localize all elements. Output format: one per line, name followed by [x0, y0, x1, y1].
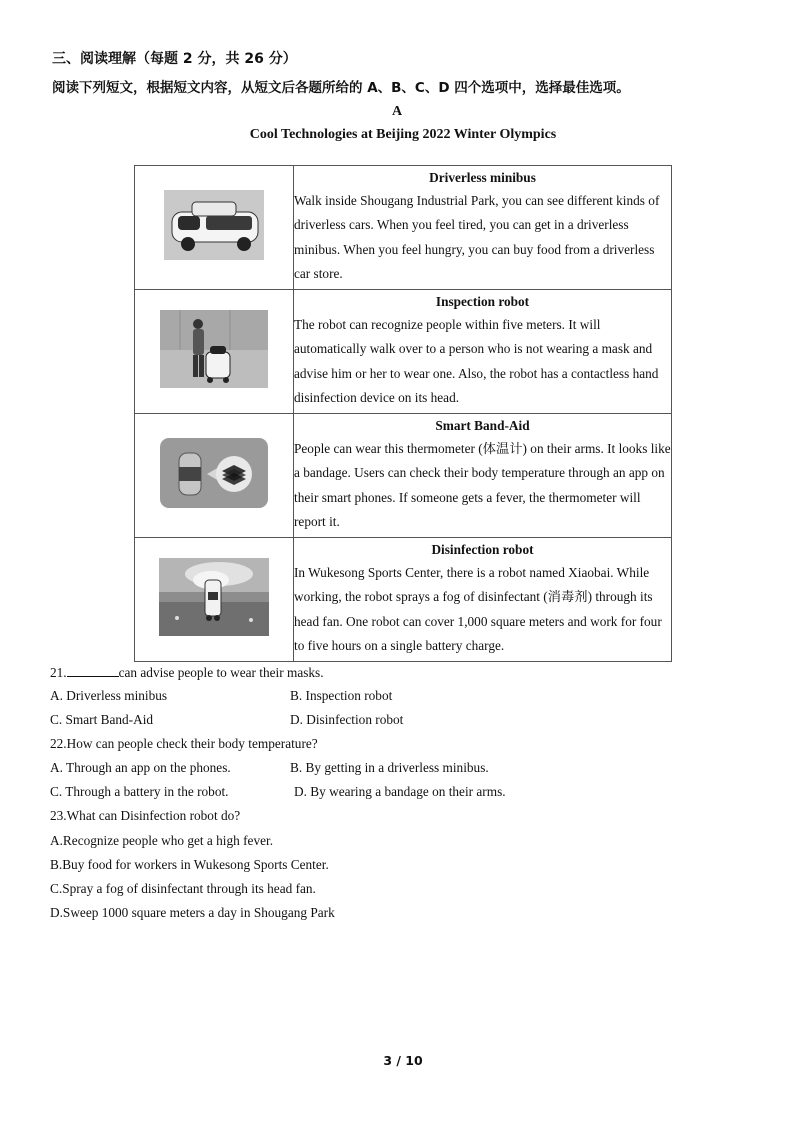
question-number: 21.: [50, 665, 67, 680]
question-23-stem: 23.What can Disinfection robot do?: [50, 808, 241, 823]
image-cell: [135, 290, 294, 414]
image-cell: [135, 166, 294, 290]
option-b: B.Buy food for workers in Wukesong Sports Center.: [50, 857, 329, 872]
option-a: A.Recognize people who get a high fever.: [50, 833, 274, 848]
passage-title: Cool Technologies at Beijing 2022 Winter Olympics: [249, 127, 557, 142]
option-b: B. By getting in a driverless minibus.: [290, 760, 489, 775]
passage-letter: A: [391, 104, 403, 119]
option-d: D.Sweep 1000 square meters a day in Shougang Park: [50, 905, 335, 920]
option-d: D. By wearing a bandage on their arms.: [294, 784, 506, 799]
option-b: B. Inspection robot: [290, 688, 393, 703]
item-body: In Wukesong Sports Center, there is a robot named Xiaobai. While working, the robot sprays a fog of disinfectant (消毒剂) through its head fan. One robot can cover 1,000 square meters and work for four to five hours on a single battery charge.: [294, 565, 662, 653]
section-instructions: 阅读下列短文，根据短文内容，从短文后各题所给的 A、B、C、D 四个选项中，选择最佳选项。: [52, 80, 630, 96]
option-a: A. Driverless minibus: [50, 688, 168, 703]
table-row: [135, 414, 672, 538]
item-text-cell: [294, 290, 672, 414]
item-body: People can wear this thermometer (体温计) on their arms. It looks like a bandage. Users can check their body temperature through an app on their smart phones. If someone gets a fever, the thermometer will report it.: [294, 441, 671, 529]
item-text-cell: [294, 166, 672, 290]
answer-blank: [67, 664, 119, 677]
question-22-stem: 22.How can people check their body temperature?: [50, 736, 318, 751]
item-text-cell: [294, 538, 672, 662]
option-a: A. Through an app on the phones.: [50, 760, 231, 775]
table-row: [135, 166, 672, 290]
table-row: [135, 290, 672, 414]
image-cell: [135, 538, 294, 662]
smart-band-aid-icon: [159, 437, 269, 509]
item-title: Inspection robot: [435, 294, 530, 309]
question-21-stem: [50, 664, 324, 681]
table-row: [135, 538, 672, 662]
item-title: Disinfection robot: [431, 542, 534, 557]
item-title: Smart Band-Aid: [435, 418, 530, 433]
option-d: D. Disinfection robot: [290, 712, 404, 727]
page-number: 3 / 10: [383, 1053, 423, 1068]
item-body: Walk inside Shougang Industrial Park, you can see different kinds of driverless cars. When you feel tired, you can get in a driverless minibus. When you feel hungry, you can buy food from a driverless car store.: [294, 193, 660, 281]
item-body: The robot can recognize people within five meters. It will automatically walk over to a person who is not wearing a mask and advise him or her to wear one. Also, the robot has a contactless hand disinfection device on its head.: [294, 317, 659, 405]
image-cell: [135, 414, 294, 538]
driverless-minibus-icon: [164, 190, 264, 260]
inspection-robot-icon: [160, 310, 268, 388]
item-title: Driverless minibus: [429, 170, 536, 185]
disinfection-robot-icon: [159, 558, 269, 636]
technology-table: [134, 165, 672, 662]
section-title: 三、阅读理解（每题 2 分，共 26 分）: [52, 51, 297, 67]
item-text-cell: [294, 414, 672, 538]
option-c: C.Spray a fog of disinfectant through its head fan.: [50, 881, 316, 896]
option-c: C. Smart Band-Aid: [50, 712, 154, 727]
option-c: C. Through a battery in the robot.: [50, 784, 229, 799]
question-text: can advise people to wear their masks.: [118, 665, 324, 680]
